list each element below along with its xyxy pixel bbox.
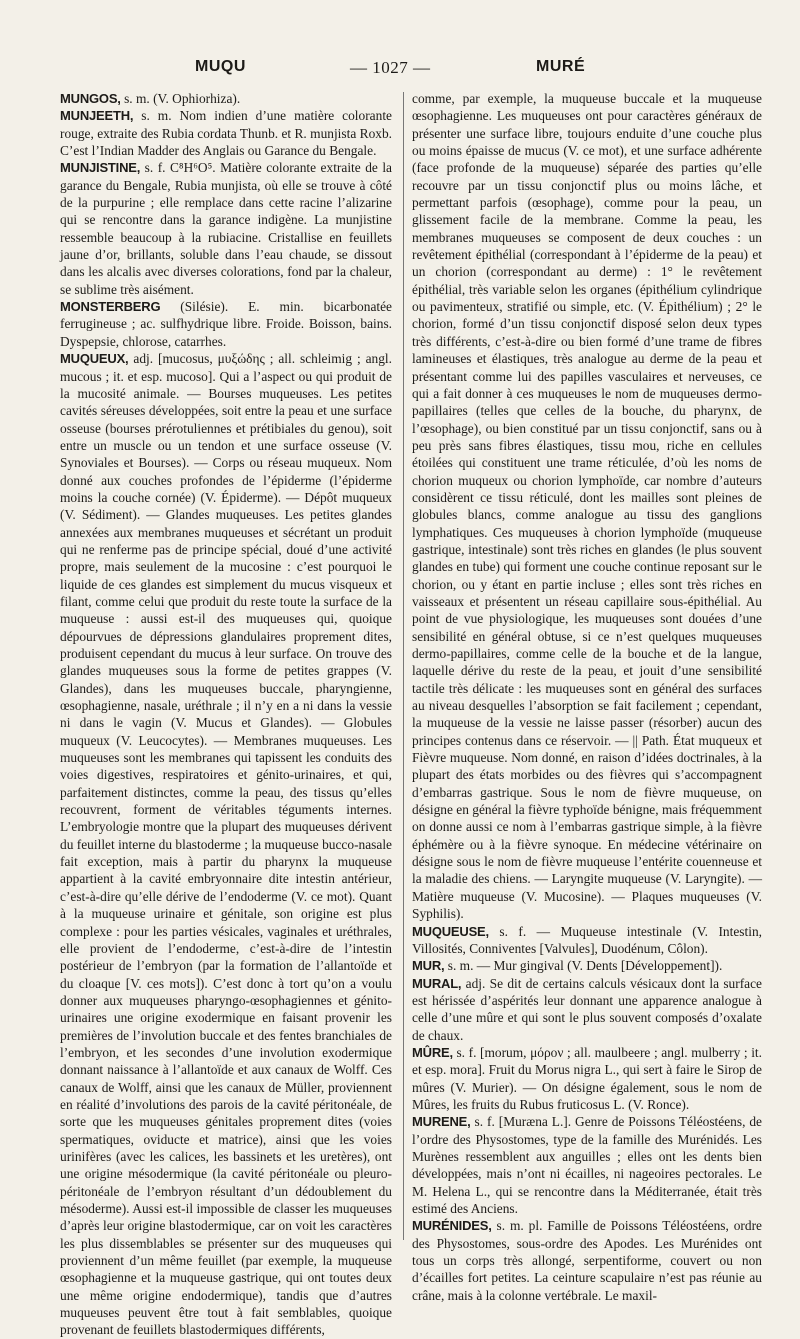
definition: comme, par exemple, la muqueuse buccale et la muqueuse œsophagienne. Les muqueuses ont pour caractères généraux de présenter une surface libre, toujours enduite d’une couche plus ou moins épaisse de mucus (V. ce mot), et une surface adhérente (face profonde de la muqueuse) séparée des parties qu’elle recouvre par un tissu conjonctif plus ou moins lâche, et permettant parfois (œsophage), comme pour la peau, un glissement facile de la membrane. Comme la peau, les membranes muqueuses se composent de deux couches : un revêtement épithélial (correspondant à l’épiderme de la peau) et un chorion (correspondant au derme) : 1° le revêtement épithélial, très variable selon les organes (épithélium cylindrique ou pavimenteux, stratifié ou simple, etc. (V. Épithélium) ; 2° le chorion, formé d’un tissu conjonctif disposé selon deux types très différents, c’est-à-dire ou bien formé d’une trame de fibres lamineuses et élastiques, très analogue au derme de la peau et présentant comme lui des papilles vasculaires et nerveuses, ce qui a fait donner à ces muqueuses le nom de muqueuses dermo-papillaires (telles que celles de la bouche, du pharynx, de l’œsophage), ou bien constitué par un tissu conjonctif, sans ou à peu près sans fibres élastiques, tissu mou, riche en cellules étoilées qui constituent une trame réticulée, d’où les noms de chorion muqueux ou chorion lymphoïde, car nombre d’auteurs considèrent ce tissu réticulé, dont les mailles sont pleines de globules blancs, comme analogue au tissu des ganglions lymphatiques. Ces muqueuses à chorion lymphoïde (muqueuse gastrique, intestinale) sont très riches en glandes (le plus souvent glandes en tube) qui forment une couche continue reposant sur le chorion, ou y étant en partie incluse ; elles sont très riches en vaisseaux et présentent un réseau capillaire sous-épithélial. Au point de vue physiologique, les muqueuses sont douées d’une sensibilité en général obtuse, si ce n’est quelques muqueuses dermo-papillaires, comme celle de la bouche et de la langue, laquelle dérive du reste de la peau, et jouit d’une sensibilité tactile très délicate : les muqueuses sont en général des surfaces au niveau desquelles l’absorption se fait facilement ; cependant, la muqueuse de la vessie ne laisse passer (résorber) aucun des principes contenus dans ce réservoir. — || Path. État muqueux et Fièvre muqueuse. Nom donné, en raison d’idées doctrinales, à la plupart des états morbides ou des fièvres qui s’accompagnent d’embarras gastrique. Sous le nom de fièvre muqueuse, on désigne en général la fièvre typhoïde bénigne, mais fréquemment on donne aussi ce nom à l’embarras gastrique simple, à la fièvre éphémère ou à la fièvre synoque. En médecine vétérinaire on désigne sous le nom de fièvre muqueuse l’entérite couenneuse et la maladie des chiens. — Laryngite muqueuse (V. Laryngite). — Matière muqueuse (V. Mucosine). — Plaques muqueuses (V. Syphilis). <box>412 91 762 922</box>
headword: MUQUEUX, <box>60 351 129 367</box>
definition: s. m. (V. Ophiorhiza). <box>120 91 241 106</box>
headword: MURÉNIDES, <box>412 1218 492 1234</box>
headword: MURAL, <box>412 975 462 991</box>
page-number: — 1027 — <box>350 58 431 77</box>
column-divider <box>403 92 404 1240</box>
entry-continuation <box>412 90 762 923</box>
headword: MÛRE, <box>412 1044 453 1060</box>
headword: MUNGOS, <box>60 91 121 106</box>
headword: MUR, <box>412 958 445 974</box>
entry <box>60 159 392 298</box>
entry <box>412 1113 762 1217</box>
entry <box>60 350 392 1339</box>
definition: s. m. Nom indien d’une matière colorante rouge, extraite des Rubia cordata Thunb. et R. munjista Roxb. C’est l’Indian Madder des Anglais ou Garance du Bengale. <box>60 108 392 159</box>
definition: s. f. [morum, μόρον ; all. maulbeere ; angl. mulberry ; it. et esp. mora]. Fruit du Morus nigra L., qui sert à faire le Sirop de mûres (V. Murier). — On désigne également, sous le nom de Mûres, les fruits du Rubus fruticosus L. (V. Ronce). <box>412 1044 762 1112</box>
definition: (Silésie). E. min. bicarbonatée ferrugineuse ; ac. sulfhydrique libre. Froide. Boisson, bains. Dyspepsie, chlorose, catarrhes. <box>60 299 392 349</box>
definition: adj. [mucosus, μυξώδης ; all. schleimig ; angl. mucous ; it. et esp. mucoso]. Qui a l’aspect ou qui produit de la mucosité animale. — Bourses muqueuses. Les petites cavités séreuses développées, soit entre la peau et une surface osseuse (bourses prérotuliennes et prétibiales du genou), soit entre un muscle ou un tendon et une surface osseuse (V. Synoviales et Bourses). — Corps ou réseau muqueux. Nom donné aux couches profondes de l’épiderme (l’épiderme moins la couche cornée) (V. Épiderme). — Dépôt muqueux (V. Sédiment). — Glandes muqueuses. Les petites glandes annexées aux membranes muqueuses et sécrétant un produit qui ne renferme pas de principe spécial, doué d’une activité propre, mais seulement de la mucosine : c’est pourquoi le liquide de ces glandes est simplement du mucus visqueux et filant, comme celui que produit du reste toute la surface de la muqueuse : aussi est-il des muqueuses qui, quoique dépourvues de dépressions glandulaires proprement dites, produisent cependant du mucus à leur surface. On trouve des glandes muqueuses sous la forme de petites grappes (V. Glandes), dans les muqueuses buccale, pharyngienne, œsophagienne, nasale, uréthrale ; il n’y en a ni dans la vessie ni dans le vagin (V. Mucus et Glandes). — Globules muqueux (V. Leucocytes). — Membranes muqueuses. Les muqueuses sont les membranes qui tapissent les conduits des voies digestives, respiratoires et génito-urinaires, et qui, parfaitement distinctes, comme la peau, des tissus qu’elles recouvrent, forment de véritables téguments internes. L’embryologie montre que la plupart des muqueuses dérivent du feuillet interne du blastoderme ; la muqueuse bucco-nasale fait exception, mais à partir du pharynx la muqueuse appartient à la cavité embryonnaire dite intestin antérieur, c’est-à-dire qu’elle dérive de l’endoderme (V. ce mot). Quant à la muqueuse urinaire et génitale, son origine est plus complexe : pour les parties vésicales, vaginales et uréthrales, elle provient de l’endoderme, c’est-à-dire de l’intestin postérieur de l’embryon (par la formation de l’allantoïde et du cloaque [V. ces mots]). C’est donc à tort qu’on a voulu donner aux muqueuses pharyngo-œsophagiennes et génito-urinaires une origine exodermique en faisant provenir les premières de l’involution buccale et des fentes branchiales de l’embryon, et les secondes d’une involution exodermique donnant naissance à l’allantoïde et aux canaux de Wolff. Ces canaux de Wolff, ainsi que les canaux de Müller, proviennent en réalité d’involutions des parois de la cavité péritonéale, de sorte que les muqueuses génitales proprement dites (voies spermatiques, oviducte et matrice), ainsi que les voies urinifères (avec les calices, les bassinets et les uretères), ont une origine mésodermique (la cavité péritonéale ou pleuro-péritonéale de l’embryon résultant d’un dédoublement du mésoderme). Aussi est-il impossible de classer les muqueuses d’après leur origine blastodermique, car on voit les caractères les plus dissemblables se présenter sur des muqueuses qui proviennent d’un même feuillet (par exemple, la muqueuse œsophagienne et la muqueuse gastrique, qui ont toutes deux une même origine endodermique), tandis que d’autres muqueuses peuvent être tout à fait semblables, quoique provenant de feuillets blastodermiques différents, <box>60 351 392 1338</box>
entry <box>412 1217 762 1304</box>
entry <box>412 975 762 1044</box>
left-column <box>60 90 392 1339</box>
definition: s. f. C⁸H⁶O⁵. Matière colorante extraite de la garance du Bengale, Rubia munjista, où elle se trouve à côté de la purpurine ; elle remplace dans cette racine l’alizarine qui se rencontre dans la garance indigène. La munjistine ressemble beaucoup à la rubiacine. Cristallise en feuillets jaune d’or, brillants, soluble dans l’eau chaude, se dissout dans les alcalis avec diverses colorations, fond par la chaleur, se sublime très aisément. <box>60 160 392 297</box>
headword: MURENE, <box>412 1114 471 1130</box>
definition: s. m. — Mur gingival (V. Dents [Développement]). <box>444 958 723 974</box>
running-header <box>60 58 760 84</box>
headword: MONSTERBERG <box>60 299 161 315</box>
entry <box>412 957 762 974</box>
header-left-guide-word: MUQU <box>195 58 246 75</box>
headword: MUQUEUSE, <box>412 923 489 939</box>
entry <box>412 923 762 958</box>
definition: s. f. — Muqueuse intestinale (V. Intestin, Villosités, Conniventes [Valvules], Duodénum, Côlon). <box>412 923 762 956</box>
entry <box>60 90 392 107</box>
entry <box>412 1044 762 1113</box>
definition: adj. Se dit de certains calculs vésicaux dont la surface est hérissée d’aspérités leur donnant une apparence analogue à celle d’une mûre et qui sont le plus souvent composés d’oxalate de chaux. <box>412 975 762 1043</box>
definition: s. m. pl. Famille de Poissons Téléostéens, ordre des Physostomes, sous-ordre des Apodes. Les Murénides ont tous un corps très allongé, serpentiforme, couvert ou non d’écailles fort petites. La ceinture scapulaire n’est pas réunie au crâne, mais à la colonne vertébrale. Le maxil- <box>412 1218 762 1303</box>
definition: s. f. [Muræna L.]. Genre de Poissons Téléostéens, de l’ordre des Physostomes, type de la famille des Murénidés. Les Murènes ressemblent aux anguilles ; elles ont les dents bien développées, mais n’ont ni écailles, ni nageoires pectorales. Le M. Helena L., qui se rencontre dans la Méditerranée, était très estimé des Anciens. <box>412 1114 762 1216</box>
entry <box>60 298 392 350</box>
header-right-guide-word: MURÉ <box>536 58 586 75</box>
headword: MUNJEETH, <box>60 108 134 124</box>
entry <box>60 107 392 159</box>
right-column <box>412 90 762 1304</box>
headword: MUNJISTINE, <box>60 160 141 176</box>
